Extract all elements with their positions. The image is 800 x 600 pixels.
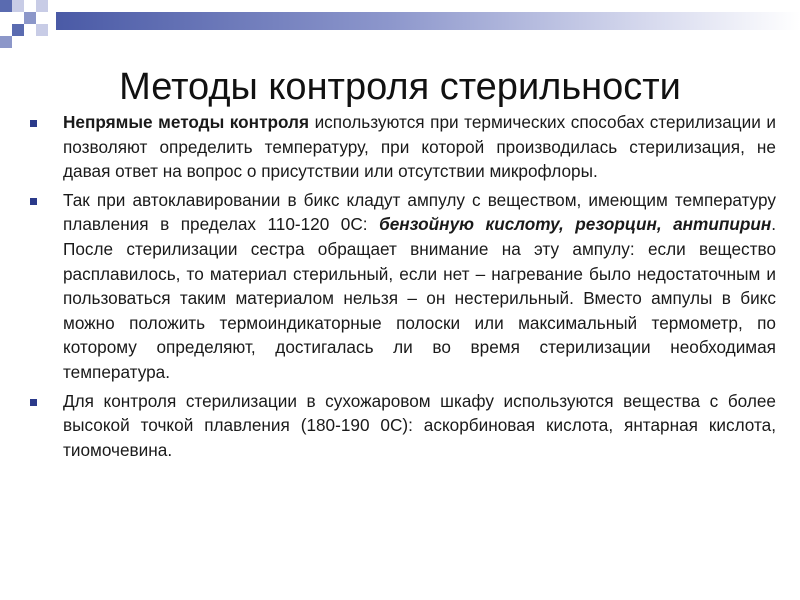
bullet-item-1 xyxy=(24,110,776,184)
bullet-text-after: . После стерилизации сестра обращает внимание на эту ампулу: если вещество расплавилось, то материал стерильный, если нет – нагревание было недостаточным и пользоваться таким материалом нельзя – он нестерильный. Вместо ампулы в бикс можно положить термоиндикаторные полоски или максимальный термометр, по которому определяют, достигалась ли во время стерилизации необходимая температура. xyxy=(63,214,776,382)
header-gradient-bar xyxy=(56,12,800,30)
square-bullet-icon xyxy=(30,120,37,127)
deco-square xyxy=(24,12,36,24)
square-bullet-icon xyxy=(30,198,37,205)
bullet-text: используются при термических способах стерилизации и позволяют определить температуру, при которой производилась стерилизация, не давая ответ на вопрос о присутствии или отсутствии микрофлоры. xyxy=(63,112,776,182)
square-bullet-icon xyxy=(30,399,37,406)
bullet-text-before: Так при автоклавировании в бикс кладут ампулу с веществом, имеющим температуру плавления в пределах 110-120 0С: xyxy=(63,189,776,235)
deco-square xyxy=(36,24,48,36)
bullet-text: Для контроля стерилизации в сухожаровом шкафу используются вещества с более высокой точкой плавления (180-190 0С): аскорбиновая кислота, янтарная кислота, тиомочевина. xyxy=(63,390,776,460)
bullet-item-2 xyxy=(24,188,776,385)
deco-square xyxy=(36,0,48,12)
bullet-item-3 xyxy=(24,389,776,463)
deco-square xyxy=(12,24,24,36)
slide-title: Методы контроля стерильности xyxy=(119,66,681,108)
deco-square xyxy=(12,0,24,12)
deco-square xyxy=(0,36,12,48)
deco-square xyxy=(0,0,12,12)
header-decoration xyxy=(0,0,800,52)
bullet-emphasis: бензойную кислоту, резорцин, антипирин xyxy=(379,214,772,235)
bullet-bold-lead: Непрямые методы контроля xyxy=(63,112,310,132)
bullet-list xyxy=(24,110,776,466)
